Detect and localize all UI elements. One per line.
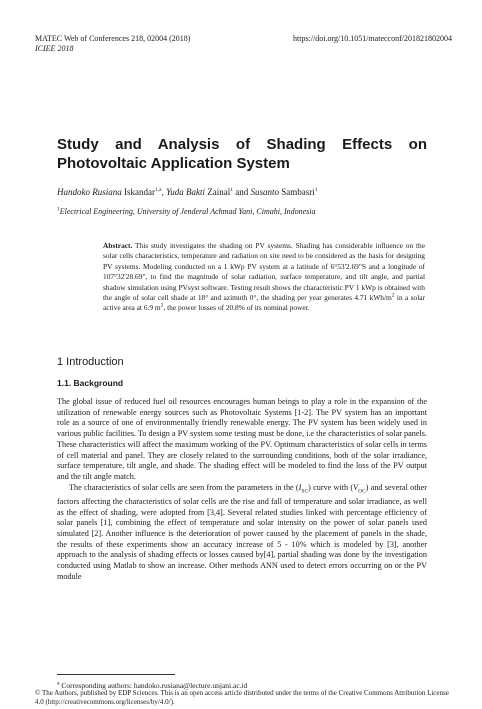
title-line-1: Study and Analysis of Shading Effects on xyxy=(57,136,427,153)
paragraph-text: ) and several other factors affecting the characteristics of solar cells are the rise and fall of temperature and solar irradiance, as well as the effect of shading, were adopted from [3,4]. Several related studies linked with percentage efficiency of solar panels [1], combining the effect of temperature and solar intensity on the power of solar panels used simulated [2]. Another influence is the deterioration of power caused by the placement of panels in the shade, the results of these experiments show an accuracy increase of 5 - 10% which is modeled by [3], another approach to the analysis of shading effects or losses caused by[4], partial shading was done by the investigation conducted using Matlab to show an increase. Other methods ANN used to detect errors occurring on or the PV module xyxy=(57,482,427,581)
section-heading: 1 Introduction xyxy=(57,356,124,368)
copyright-notice: © The Authors, published by EDP Sciences. This is an open access article distributed under the terms of the Creative Commons Attribution License 4.0 (http://creativecommons.org/licenses/by/4.0/). xyxy=(35,689,449,706)
author-2-sup: 1 xyxy=(230,187,234,193)
paragraph: The global issue of reduced fuel oil resources encourages human beings to play a role in the expansion of the utilization of renewable energy sources such as Photovoltaic Systems [1-2]. The PV system has an important role as a source of one of environmentally friendly renewable energy. The PV system has been widely used in various public facilities. To design a PV system some testing must be done, i.e the characteristics of solar panels. These characteristics will affect the maximum working of the PV. Optimum characteristics of solar cells in terms of cell material and panel. They are closely related to the surrounding conditions, both of the solar irradiance, surface temperature, tilt angle, and shade. The shading effect will be modeled to find the loss of the PV output and the tilt angle match. xyxy=(57,397,427,481)
paragraph xyxy=(57,483,427,583)
isc-symbol: I xyxy=(298,482,302,492)
author-1-first: Handoko Rusiana xyxy=(57,187,122,197)
abstract-sup: 2 xyxy=(160,302,164,309)
abstract xyxy=(103,241,425,314)
author-list xyxy=(57,187,318,198)
affiliation xyxy=(57,207,316,216)
author-3-last: Sambasri xyxy=(279,187,315,197)
paragraph-text: ) curve with ( xyxy=(308,482,354,492)
journal-citation: MATEC Web of Conferences 218, 02004 (2018) xyxy=(35,34,191,43)
footnote-sup: a xyxy=(57,680,60,687)
affiliation-sup: 1 xyxy=(57,206,60,213)
paragraph-text: The characteristics of solar cells are seen from the parameters in the ( xyxy=(69,482,299,492)
title-line-2: Photovoltaic Application System xyxy=(57,154,290,172)
author-1-last: Iskandar xyxy=(121,187,155,197)
author-3-sup: 1 xyxy=(314,187,318,193)
author-2-first: Yuda Bakti xyxy=(166,187,206,197)
voc-subscript: OC xyxy=(358,488,366,495)
abstract-sup: 2 xyxy=(391,292,395,299)
abstract-label: Abstract. xyxy=(103,241,133,250)
author-1-sup: 1,a xyxy=(155,187,162,193)
paper-title xyxy=(57,136,427,173)
author-3-first: Susanto xyxy=(250,187,280,197)
abstract-text: in a solar active area at 6.9 m xyxy=(103,293,425,313)
doi-link[interactable]: https://doi.org/10.1051/matecconf/201821802004 xyxy=(293,34,452,43)
footnote-text: Corresponding authors: handoko.rusiana@lecture.unjani.ac.id xyxy=(59,681,248,690)
author-separator: , xyxy=(161,187,167,197)
subsection-heading: 1.1. Background xyxy=(57,378,124,388)
footnote-divider xyxy=(57,674,175,675)
abstract-text: , the power losses of 20.8% of its nominal power. xyxy=(163,303,310,313)
body-text xyxy=(57,397,427,583)
author-separator: and xyxy=(233,187,251,197)
isc-subscript: SC xyxy=(301,488,309,495)
voc-symbol: V xyxy=(353,482,359,492)
running-header-left xyxy=(35,34,190,54)
conference-name: ICIEE 2018 xyxy=(35,44,74,53)
abstract-text: This study investigates the shading on PV systems. Shading has considerable influence on the solar cells characteristics, temperature and radiation on site need to be considered as the basis for designing PV systems. Modeling conducted on a 1 kWp PV system at a latitude of 6°53'2.69"S and a longitude of 107°32'28.69", to find the magnitude of solar radiation, surface temperature, and tilt angle, and partial shadow simulation using PVsyst software. Testing result shows the characteristic PV 1 kWp is obtained with the angle of solar cell shade at 18° and azimuth 0°, the shading per year generates 4.71 kWh/m xyxy=(103,241,425,303)
affiliation-text: Electrical Engineering, University of Jenderal Achmad Yani, Cimahi, Indonesia xyxy=(59,207,316,216)
author-2-last: Zainal xyxy=(205,187,231,197)
